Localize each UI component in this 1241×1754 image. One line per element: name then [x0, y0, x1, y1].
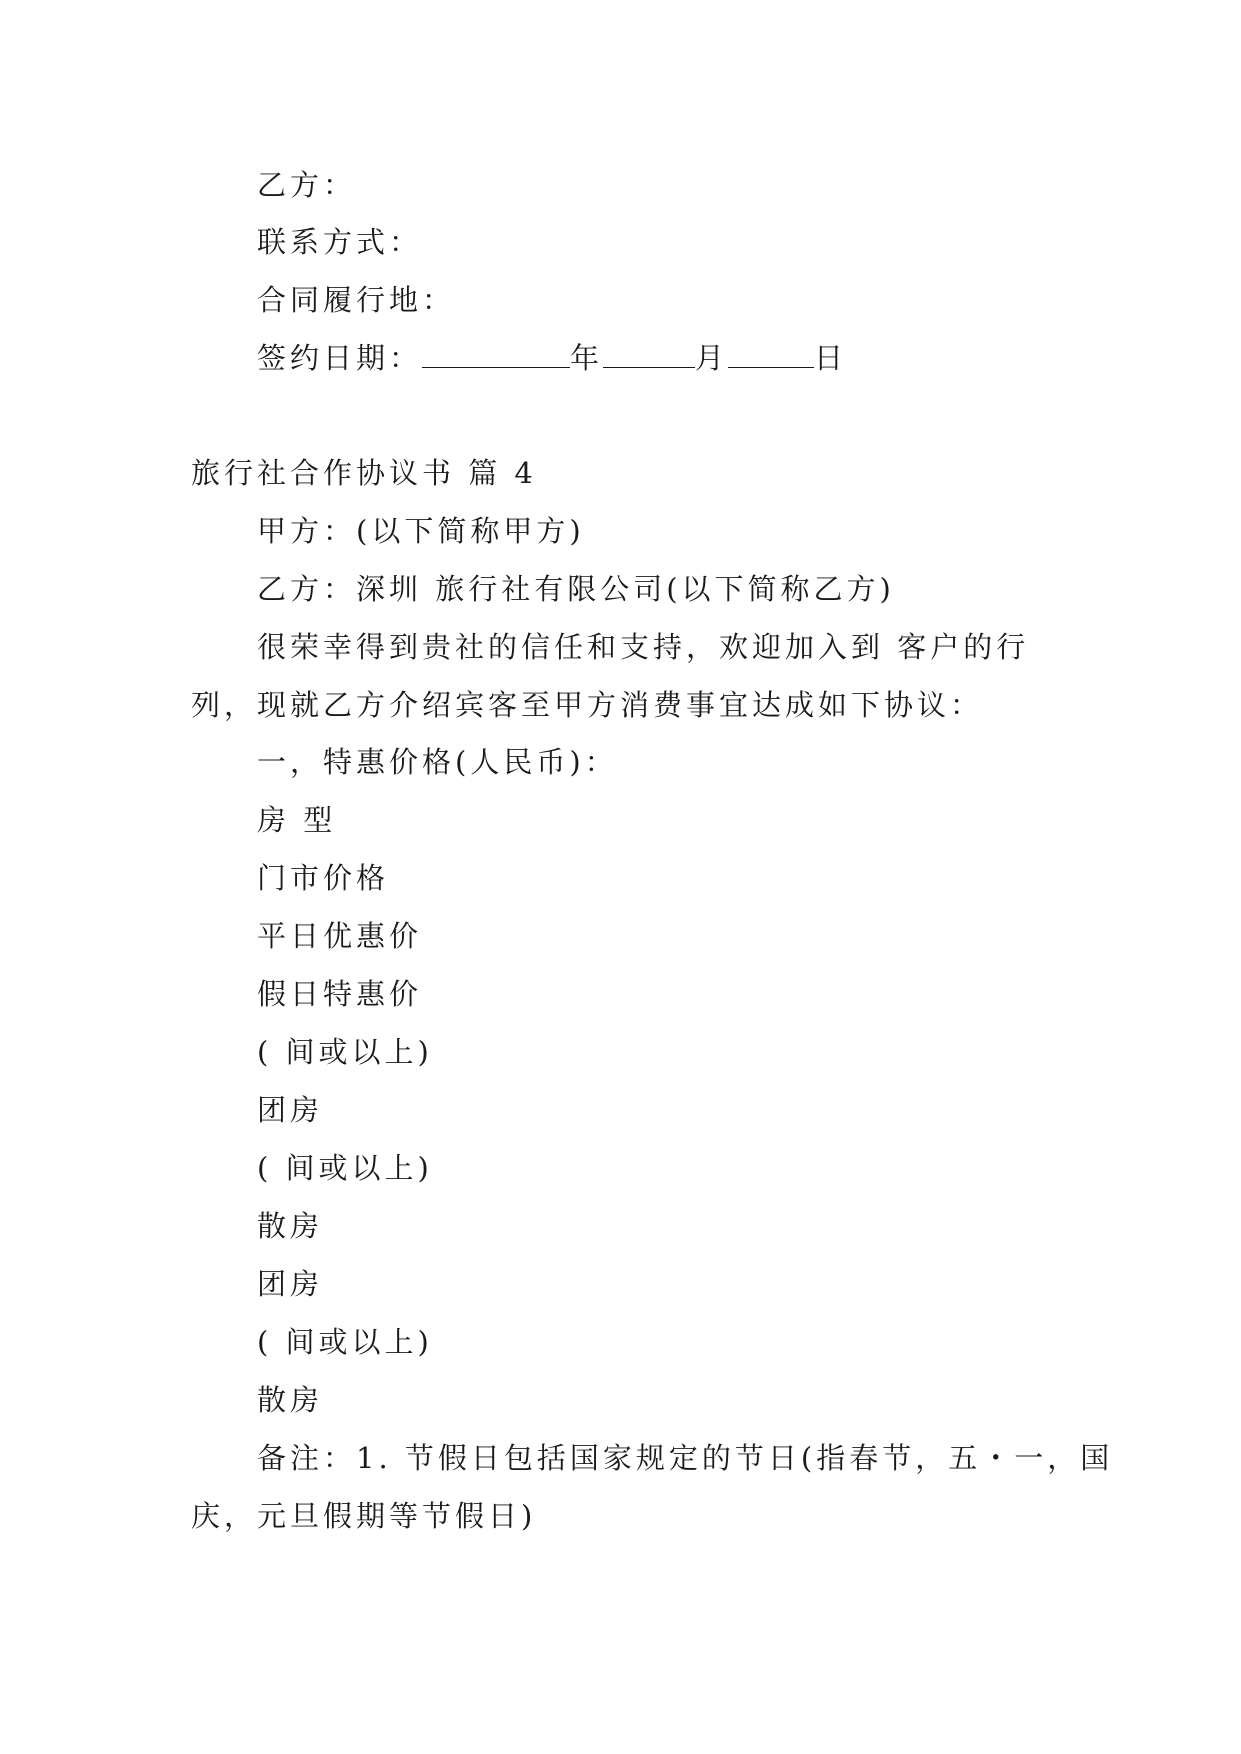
price-item: ( 间或以上) — [257, 1325, 433, 1359]
price-item: 平日优惠价 — [257, 919, 423, 953]
month-blank — [603, 343, 695, 368]
year-label: 年 — [570, 341, 604, 375]
sign-date-label: 签约日期： — [257, 341, 423, 375]
note-line-2: 庆，元旦假期等节假日) — [191, 1499, 537, 1533]
month-label: 月 — [695, 341, 729, 375]
party-a-line: 甲方：(以下简称甲方) — [257, 514, 585, 548]
contract-place-label: 合同履行地： — [257, 283, 456, 317]
sign-date-line — [257, 338, 847, 378]
party-b-label: 乙方： — [257, 168, 357, 202]
price-item: 房 型 — [257, 803, 337, 837]
price-item: 门市价格 — [257, 861, 390, 895]
price-item: 假日特惠价 — [257, 977, 423, 1011]
year-blank — [422, 343, 570, 368]
day-blank — [728, 343, 814, 368]
price-item: 散房 — [257, 1383, 324, 1417]
price-item: 团房 — [257, 1093, 324, 1127]
note-line-1: 备注：1. 节假日包括国家规定的节日(指春节，五・一，国 — [257, 1441, 1114, 1475]
day-label: 日 — [814, 341, 848, 375]
price-item: ( 间或以上) — [257, 1151, 433, 1185]
party-b-line: 乙方：深圳 旅行社有限公司(以下简称乙方) — [257, 572, 895, 606]
price-item: 散房 — [257, 1209, 324, 1243]
price-heading: 一，特惠价格(人民币)： — [257, 745, 618, 779]
price-item: 团房 — [257, 1267, 324, 1301]
intro-line-2: 列，现就乙方介绍宾客至甲方消费事宜达成如下协议： — [191, 688, 984, 722]
section-title: 旅行社合作协议书 篇 4 — [191, 456, 537, 490]
contact-label: 联系方式： — [257, 225, 423, 259]
intro-line-1: 很荣幸得到贵社的信任和支持，欢迎加入到 客户的行 — [257, 630, 1030, 664]
price-item: ( 间或以上) — [257, 1035, 433, 1069]
